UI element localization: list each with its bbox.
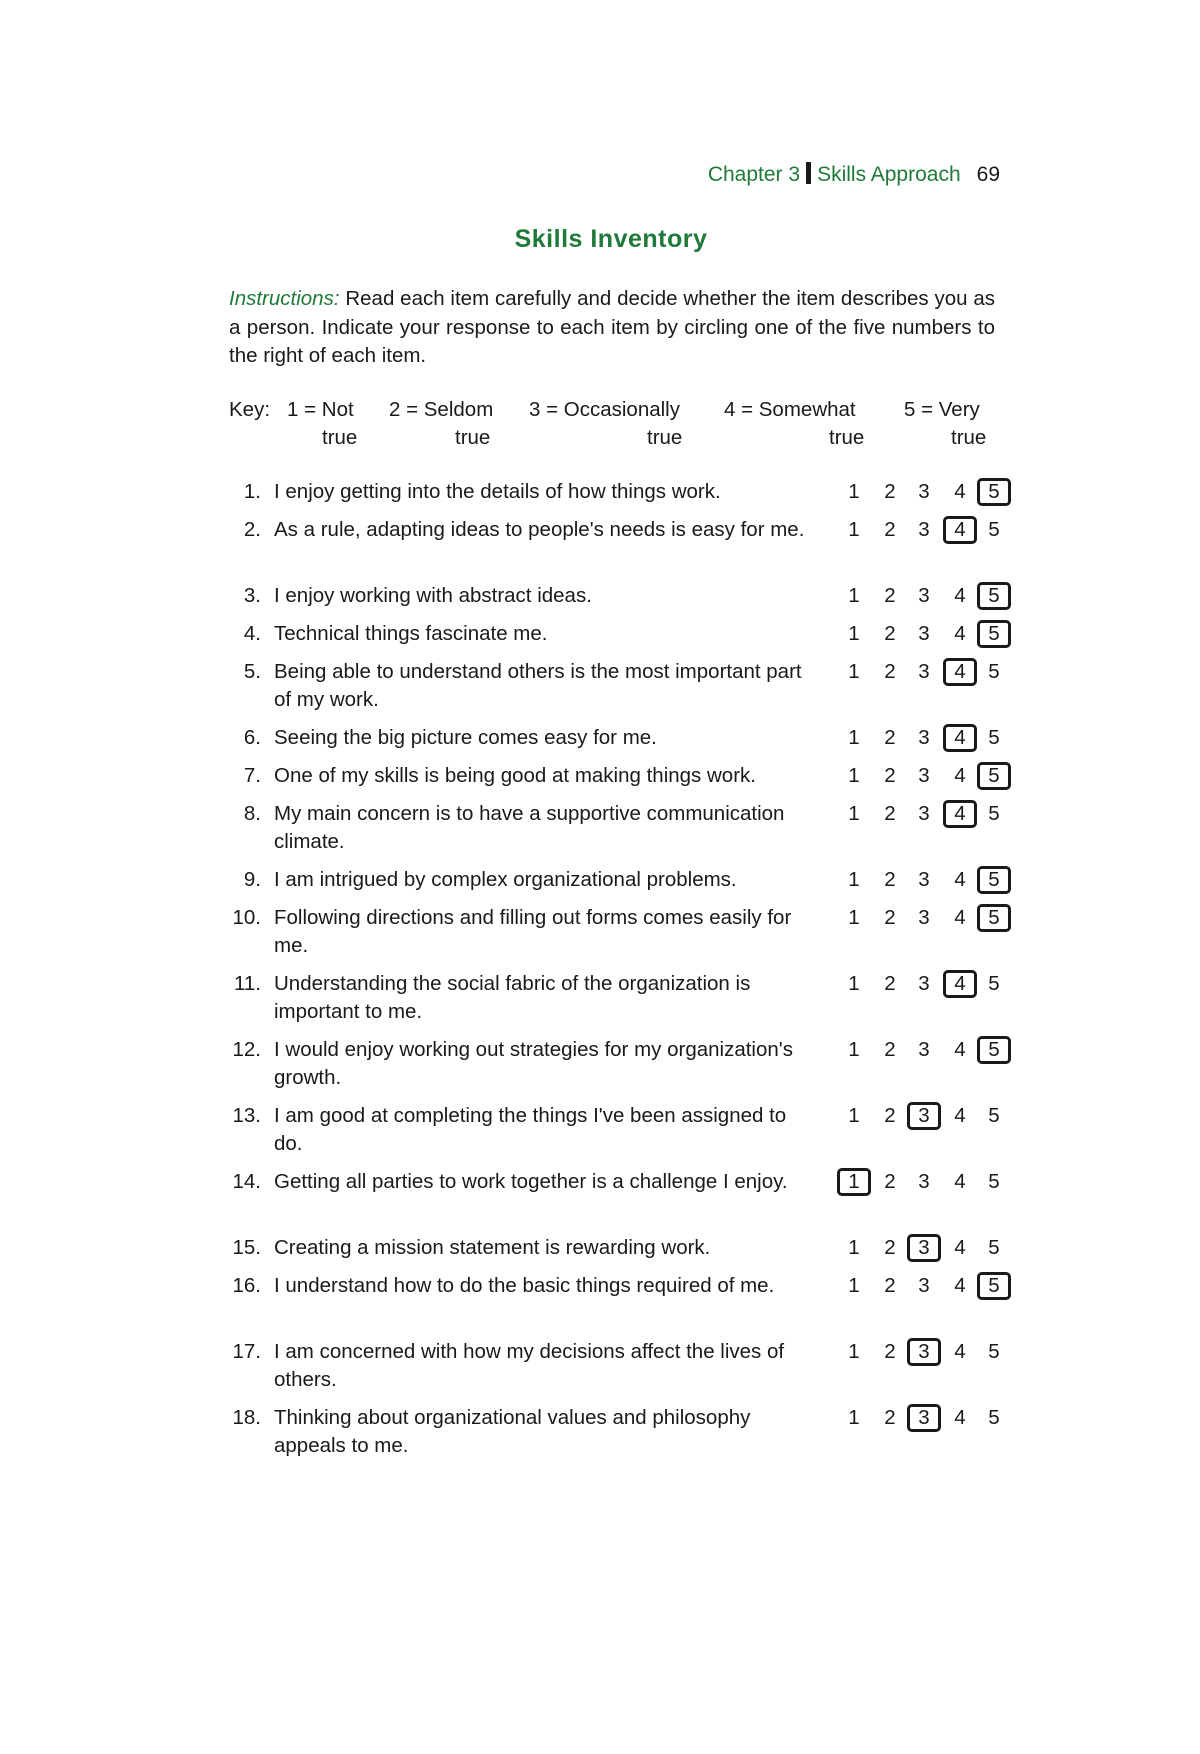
response-option[interactable]: 1 bbox=[848, 660, 860, 683]
response-option[interactable]: 3 bbox=[918, 726, 930, 749]
inventory-item-18 bbox=[229, 1404, 1009, 1470]
response-option[interactable]: 5 bbox=[988, 1104, 1000, 1127]
inventory-item-11 bbox=[229, 970, 1009, 1036]
item-text: Being able to understand others is the most important part of my work. bbox=[274, 660, 802, 711]
response-scale bbox=[837, 620, 1017, 648]
item-text: I am concerned with how my decisions affect the lives of others. bbox=[274, 1340, 785, 1391]
item-number: 7. bbox=[243, 764, 261, 787]
item-text: Following directions and filling out forms comes easily for me. bbox=[274, 906, 792, 957]
response-option[interactable]: 1 bbox=[848, 868, 860, 891]
instructions-lead: Instructions: bbox=[229, 287, 340, 310]
response-scale bbox=[837, 582, 1017, 610]
circled-response[interactable]: 3 bbox=[907, 1234, 941, 1262]
response-option[interactable]: 2 bbox=[884, 1104, 896, 1127]
response-option[interactable]: 1 bbox=[848, 726, 860, 749]
circled-response[interactable]: 5 bbox=[977, 478, 1011, 506]
item-text: Seeing the big picture comes easy for me. bbox=[274, 726, 657, 749]
circled-response[interactable]: 3 bbox=[907, 1102, 941, 1130]
response-option[interactable]: 4 bbox=[954, 1170, 966, 1193]
header-divider bbox=[806, 162, 811, 184]
key-label: Key: bbox=[229, 398, 271, 421]
key-option-4: 4 = Somewhat bbox=[724, 398, 856, 421]
response-option[interactable]: 1 bbox=[848, 1038, 860, 1061]
item-number: 14. bbox=[232, 1170, 261, 1193]
running-header bbox=[708, 162, 1000, 187]
response-option[interactable]: 5 bbox=[988, 802, 1000, 825]
item-number: 13. bbox=[232, 1104, 261, 1127]
response-option[interactable]: 1 bbox=[848, 802, 860, 825]
item-number: 1. bbox=[243, 480, 261, 503]
response-option[interactable]: 2 bbox=[884, 1038, 896, 1061]
item-number: 8. bbox=[243, 802, 261, 825]
response-option[interactable]: 5 bbox=[988, 1170, 1000, 1193]
response-option[interactable]: 3 bbox=[918, 972, 930, 995]
response-option[interactable]: 4 bbox=[954, 906, 966, 929]
response-option[interactable]: 2 bbox=[884, 802, 896, 825]
response-scale bbox=[837, 800, 1017, 828]
circled-response[interactable]: 3 bbox=[907, 1404, 941, 1432]
page-number: 69 bbox=[976, 163, 1000, 186]
inventory-item-14 bbox=[229, 1168, 1009, 1234]
response-option[interactable]: 4 bbox=[954, 868, 966, 891]
inventory-item-5 bbox=[229, 658, 1009, 724]
item-text: Thinking about organizational values and philosophy appeals to me. bbox=[274, 1406, 751, 1457]
key-option-5: 5 = Very bbox=[904, 398, 980, 421]
circled-response[interactable]: 4 bbox=[943, 724, 977, 752]
response-option[interactable]: 4 bbox=[954, 1038, 966, 1061]
circled-response[interactable]: 5 bbox=[977, 866, 1011, 894]
response-option[interactable]: 1 bbox=[848, 1406, 860, 1429]
response-scale bbox=[837, 478, 1017, 506]
item-text: Technical things fascinate me. bbox=[274, 622, 548, 645]
response-scale bbox=[837, 1036, 1017, 1064]
response-option[interactable]: 2 bbox=[884, 1406, 896, 1429]
chapter-label: Chapter 3 bbox=[707, 163, 801, 186]
item-number: 15. bbox=[232, 1236, 261, 1259]
circled-response[interactable]: 1 bbox=[837, 1168, 871, 1196]
circled-response[interactable]: 5 bbox=[977, 620, 1011, 648]
item-number: 16. bbox=[232, 1274, 261, 1297]
response-scale bbox=[837, 970, 1017, 998]
response-option[interactable]: 5 bbox=[988, 518, 1000, 541]
inventory-item-3 bbox=[229, 582, 1009, 620]
inventory-item-17 bbox=[229, 1338, 1009, 1404]
response-option[interactable]: 5 bbox=[988, 1236, 1000, 1259]
item-text: I am intrigued by complex organizational problems. bbox=[274, 868, 737, 891]
response-scale bbox=[837, 516, 1017, 544]
item-text: I understand how to do the basic things required of me. bbox=[274, 1274, 775, 1297]
item-number: 12. bbox=[232, 1038, 261, 1061]
item-number: 10. bbox=[232, 906, 261, 929]
response-option[interactable]: 1 bbox=[848, 1274, 860, 1297]
response-option[interactable]: 5 bbox=[988, 1340, 1000, 1363]
response-option[interactable]: 1 bbox=[848, 622, 860, 645]
key-option-5-true: true bbox=[951, 426, 987, 449]
item-number: 17. bbox=[232, 1340, 261, 1363]
circled-response[interactable]: 5 bbox=[977, 762, 1011, 790]
key-option-3-true: true bbox=[647, 426, 683, 449]
item-text: One of my skills is being good at making things work. bbox=[274, 764, 756, 787]
item-number: 3. bbox=[243, 584, 261, 607]
circled-response[interactable]: 3 bbox=[907, 1338, 941, 1366]
response-scale bbox=[837, 1338, 1017, 1366]
response-option[interactable]: 4 bbox=[954, 480, 966, 503]
item-number: 18. bbox=[232, 1406, 261, 1429]
inventory-items bbox=[229, 478, 1009, 1470]
inventory-item-4 bbox=[229, 620, 1009, 658]
item-text: I would enjoy working out strategies for my organization's growth. bbox=[274, 1038, 793, 1089]
item-text: Creating a mission statement is rewarding work. bbox=[274, 1236, 711, 1259]
response-option[interactable]: 2 bbox=[884, 1274, 896, 1297]
inventory-item-10 bbox=[229, 904, 1009, 970]
item-text: As a rule, adapting ideas to people's needs is easy for me. bbox=[274, 518, 805, 541]
circled-response[interactable]: 5 bbox=[977, 1036, 1011, 1064]
response-scale bbox=[837, 724, 1017, 752]
item-text: Understanding the social fabric of the organization is important to me. bbox=[274, 972, 751, 1023]
response-option[interactable]: 5 bbox=[988, 1406, 1000, 1429]
key-option-1: 1 = Not bbox=[287, 398, 354, 421]
response-option[interactable]: 5 bbox=[988, 726, 1000, 749]
response-option[interactable]: 1 bbox=[848, 1236, 860, 1259]
inventory-item-2 bbox=[229, 516, 1009, 582]
item-number: 11. bbox=[234, 972, 261, 995]
response-option[interactable]: 2 bbox=[884, 726, 896, 749]
response-option[interactable]: 1 bbox=[848, 1104, 860, 1127]
response-option[interactable]: 4 bbox=[954, 764, 966, 787]
item-number: 2. bbox=[243, 518, 261, 541]
response-option[interactable]: 3 bbox=[918, 906, 930, 929]
circled-response[interactable]: 5 bbox=[977, 904, 1011, 932]
response-option[interactable]: 4 bbox=[954, 1274, 966, 1297]
key-option-4-true: true bbox=[829, 426, 865, 449]
response-scale bbox=[837, 866, 1017, 894]
response-option[interactable]: 1 bbox=[848, 518, 860, 541]
inventory-item-16 bbox=[229, 1272, 1009, 1338]
response-scale bbox=[837, 1272, 1017, 1300]
response-option[interactable]: 3 bbox=[918, 660, 930, 683]
response-option[interactable]: 2 bbox=[884, 622, 896, 645]
response-option[interactable]: 2 bbox=[884, 480, 896, 503]
inventory-item-7 bbox=[229, 762, 1009, 800]
circled-response[interactable]: 4 bbox=[943, 516, 977, 544]
item-number: 6. bbox=[243, 726, 261, 749]
response-option[interactable]: 2 bbox=[884, 584, 896, 607]
response-key bbox=[229, 398, 999, 458]
response-option[interactable]: 1 bbox=[848, 584, 860, 607]
response-option[interactable]: 1 bbox=[848, 972, 860, 995]
response-option[interactable]: 2 bbox=[884, 972, 896, 995]
circled-response[interactable]: 4 bbox=[943, 658, 977, 686]
response-option[interactable]: 1 bbox=[848, 1340, 860, 1363]
item-text: I am good at completing the things I've been assigned to do. bbox=[274, 1104, 787, 1155]
response-option[interactable]: 4 bbox=[954, 1236, 966, 1259]
item-text: I enjoy working with abstract ideas. bbox=[274, 584, 592, 607]
inventory-item-6 bbox=[229, 724, 1009, 762]
inventory-item-8 bbox=[229, 800, 1009, 866]
inventory-item-1 bbox=[229, 478, 1009, 516]
response-scale bbox=[837, 1234, 1017, 1262]
response-scale bbox=[837, 1168, 1017, 1196]
response-scale bbox=[837, 658, 1017, 686]
item-number: 4. bbox=[243, 622, 261, 645]
response-scale bbox=[837, 904, 1017, 932]
instructions bbox=[229, 285, 995, 371]
item-text: My main concern is to have a supportive communication climate. bbox=[274, 802, 785, 853]
response-option[interactable]: 2 bbox=[884, 764, 896, 787]
key-option-2: 2 = Seldom bbox=[389, 398, 494, 421]
response-option[interactable]: 4 bbox=[954, 622, 966, 645]
inventory-item-9 bbox=[229, 866, 1009, 904]
inventory-item-15 bbox=[229, 1234, 1009, 1272]
response-option[interactable]: 4 bbox=[954, 584, 966, 607]
key-option-2-true: true bbox=[455, 426, 491, 449]
response-option[interactable]: 3 bbox=[918, 1274, 930, 1297]
key-option-1-true: true bbox=[322, 426, 358, 449]
response-option[interactable]: 3 bbox=[918, 480, 930, 503]
response-option[interactable]: 3 bbox=[918, 518, 930, 541]
response-option[interactable]: 2 bbox=[884, 906, 896, 929]
response-option[interactable]: 2 bbox=[884, 1170, 896, 1193]
response-option[interactable]: 3 bbox=[918, 1170, 930, 1193]
response-option[interactable]: 3 bbox=[918, 764, 930, 787]
response-option[interactable]: 2 bbox=[884, 1340, 896, 1363]
response-option[interactable]: 4 bbox=[954, 1104, 966, 1127]
response-option[interactable]: 3 bbox=[918, 802, 930, 825]
response-option[interactable]: 3 bbox=[918, 622, 930, 645]
response-option[interactable]: 2 bbox=[884, 1236, 896, 1259]
item-number: 5. bbox=[243, 660, 261, 683]
response-option[interactable]: 2 bbox=[884, 660, 896, 683]
circled-response[interactable]: 5 bbox=[977, 582, 1011, 610]
key-option-3: 3 = Occasionally bbox=[529, 398, 680, 421]
response-option[interactable]: 1 bbox=[848, 906, 860, 929]
inventory-item-12 bbox=[229, 1036, 1009, 1102]
response-option[interactable]: 3 bbox=[918, 1038, 930, 1061]
response-option[interactable]: 1 bbox=[848, 480, 860, 503]
response-option[interactable]: 2 bbox=[884, 868, 896, 891]
circled-response[interactable]: 4 bbox=[943, 970, 977, 998]
instructions-body: Read each item carefully and decide whether the item describes you as a person. Indicate your response to each item by circling one of the five numbers to the right of each item. bbox=[229, 287, 995, 367]
response-option[interactable]: 3 bbox=[918, 584, 930, 607]
section-label: Skills Approach bbox=[817, 163, 961, 186]
response-option[interactable]: 5 bbox=[988, 972, 1000, 995]
circled-response[interactable]: 4 bbox=[943, 800, 977, 828]
page-title: Skills Inventory bbox=[514, 225, 708, 253]
item-text: I enjoy getting into the details of how things work. bbox=[274, 480, 721, 503]
response-scale bbox=[837, 1102, 1017, 1130]
item-number: 9. bbox=[243, 868, 261, 891]
response-option[interactable]: 5 bbox=[988, 660, 1000, 683]
inventory-item-13 bbox=[229, 1102, 1009, 1168]
item-text: Getting all parties to work together is a challenge I enjoy. bbox=[274, 1170, 788, 1193]
response-scale bbox=[837, 762, 1017, 790]
response-option[interactable]: 3 bbox=[918, 868, 930, 891]
response-scale bbox=[837, 1404, 1017, 1432]
response-option[interactable]: 4 bbox=[954, 1406, 966, 1429]
response-option[interactable]: 2 bbox=[884, 518, 896, 541]
response-option[interactable]: 4 bbox=[954, 1340, 966, 1363]
circled-response[interactable]: 5 bbox=[977, 1272, 1011, 1300]
response-option[interactable]: 1 bbox=[848, 764, 860, 787]
